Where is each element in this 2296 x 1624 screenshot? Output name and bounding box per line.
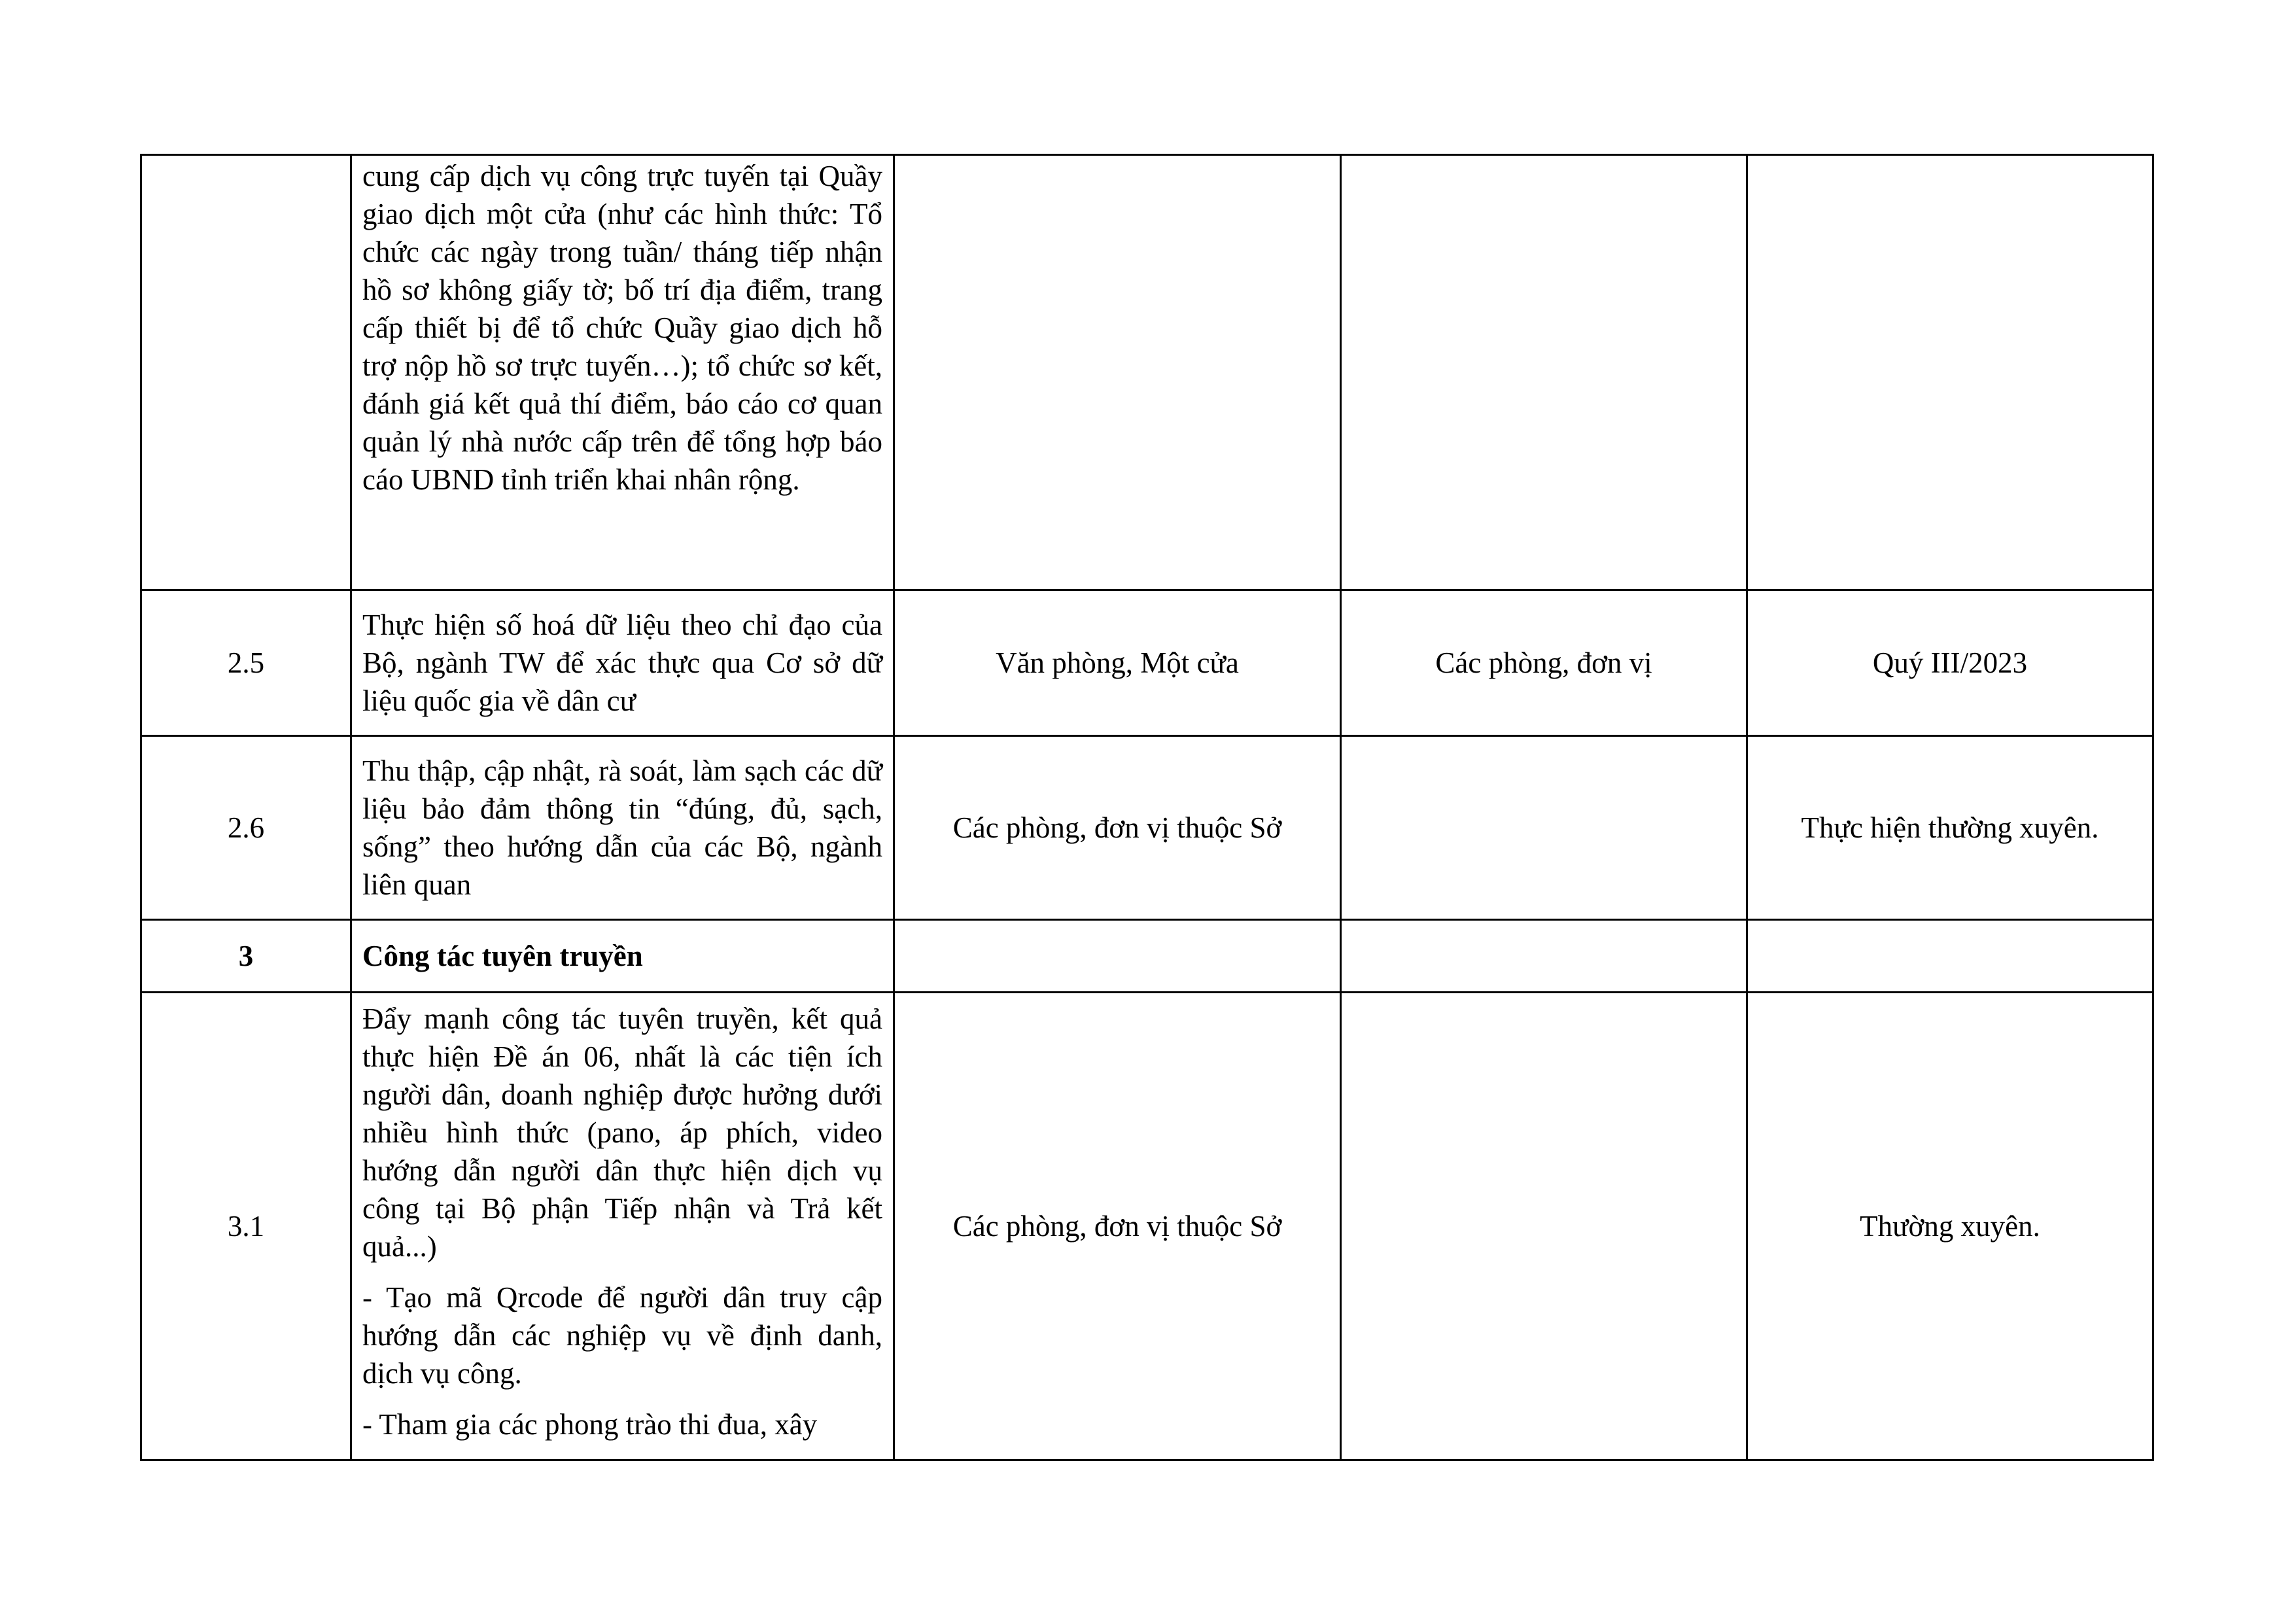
completion-time: Quý III/2023 bbox=[1747, 590, 2153, 736]
table-row bbox=[141, 590, 2153, 736]
lead-unit: Các phòng, đơn vị thuộc Sở bbox=[894, 736, 1341, 920]
task-paragraph: - Tham gia các phong trào thi đua, xây bbox=[362, 1408, 818, 1441]
completion-time bbox=[1747, 155, 2153, 590]
task-content bbox=[351, 993, 894, 1460]
section-title-text: Công tác tuyên truyền bbox=[362, 940, 643, 972]
completion-time: Thường xuyên. bbox=[1747, 993, 2153, 1460]
row-number: 2.5 bbox=[141, 590, 351, 736]
section-header-row bbox=[141, 920, 2153, 993]
completion-time: Thực hiện thường xuyên. bbox=[1747, 736, 2153, 920]
task-paragraph: cung cấp dịch vụ công trực tuyến tại Quầy giao dịch một cửa (như các hình thức: Tổ chức các ngày trong tuần/ tháng tiếp nhận hồ sơ không giấy tờ; bố trí địa điểm, trang cấp thiết bị để tổ chức Quầy giao dịch hỗ trợ nộp hồ sơ trực tuyến…); tổ chức sơ kết, đánh giá kết quả thí điểm, báo cáo cơ quan quản lý nhà nước cấp trên để tổng hợp báo cáo UBND tỉnh triển khai nhân rộng. bbox=[362, 160, 882, 496]
table-row bbox=[141, 155, 2153, 590]
completion-time bbox=[1747, 920, 2153, 993]
coordinating-unit bbox=[1341, 155, 1747, 590]
lead-unit: Các phòng, đơn vị thuộc Sở bbox=[894, 993, 1341, 1460]
task-content bbox=[351, 590, 894, 736]
task-paragraph: Đẩy mạnh công tác tuyên truyền, kết quả thực hiện Đề án 06, nhất là các tiện ích người dân, doanh nghiệp được hưởng dưới nhiều hình thức (pano, áp phích, video hướng dẫn người dân thực hiện dịch vụ công tại Bộ phận Tiếp nhận và Trả kết quả...) bbox=[362, 1002, 882, 1263]
lead-unit: Văn phòng, Một cửa bbox=[894, 590, 1341, 736]
row-number: 2.6 bbox=[141, 736, 351, 920]
row-number bbox=[141, 155, 351, 590]
row-number: 3.1 bbox=[141, 993, 351, 1460]
section-title bbox=[351, 920, 894, 993]
coordinating-unit bbox=[1341, 736, 1747, 920]
lead-unit bbox=[894, 920, 1341, 993]
task-paragraph: - Tạo mã Qrcode để người dân truy cập hướng dẫn các nghiệp vụ về định danh, dịch vụ công. bbox=[362, 1281, 882, 1390]
lead-unit bbox=[894, 155, 1341, 590]
table-row bbox=[141, 736, 2153, 920]
section-number: 3 bbox=[141, 920, 351, 993]
task-content bbox=[351, 736, 894, 920]
coordinating-unit: Các phòng, đơn vị bbox=[1341, 590, 1747, 736]
task-content bbox=[351, 155, 894, 590]
table-row bbox=[141, 993, 2153, 1460]
task-table bbox=[140, 154, 2154, 1461]
coordinating-unit bbox=[1341, 920, 1747, 993]
task-paragraph: Thu thập, cập nhật, rà soát, làm sạch các dữ liệu bảo đảm thông tin “đúng, đủ, sạch, sống” theo hướng dẫn của các Bộ, ngành liên quan bbox=[362, 754, 882, 901]
coordinating-unit bbox=[1341, 993, 1747, 1460]
task-paragraph: Thực hiện số hoá dữ liệu theo chỉ đạo của Bộ, ngành TW để xác thực qua Cơ sở dữ liệu quốc gia về dân cư bbox=[362, 609, 882, 717]
